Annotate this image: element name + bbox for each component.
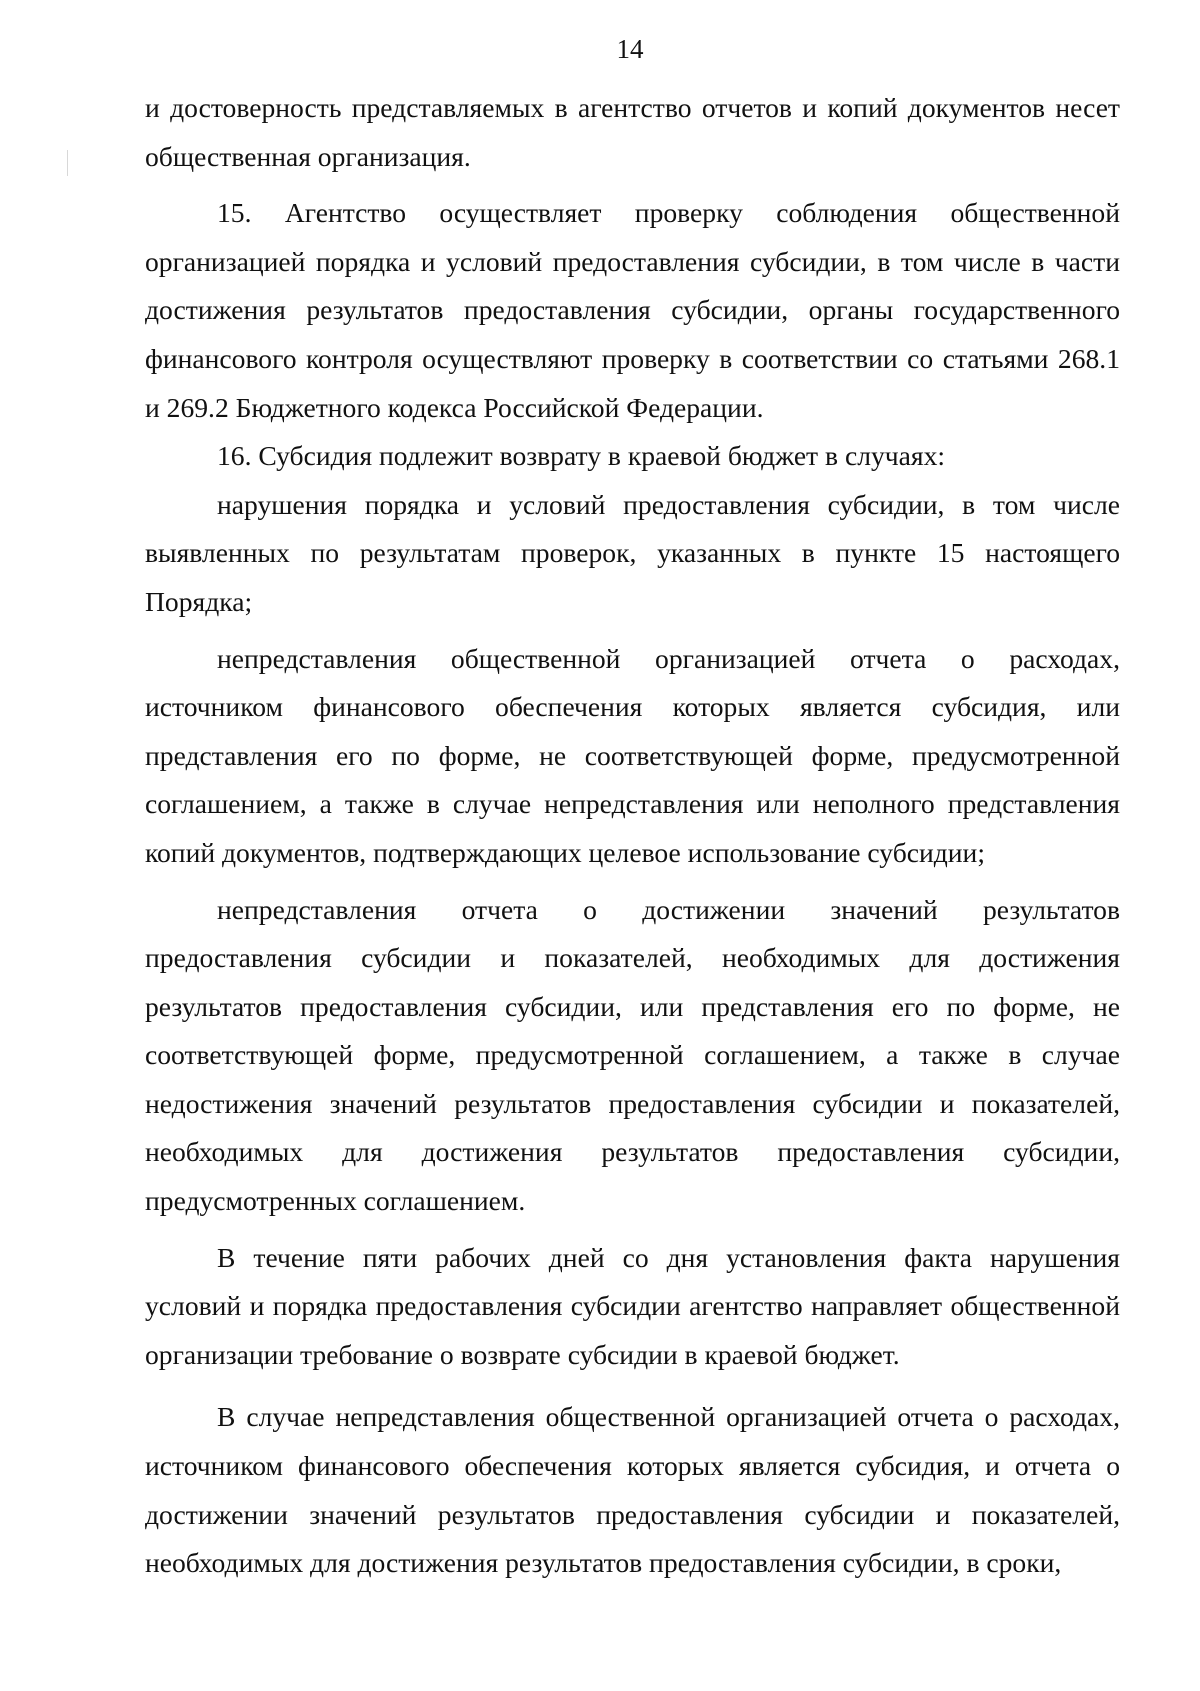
document-body xyxy=(145,84,1120,1588)
scan-artifact-mark xyxy=(67,150,68,176)
paragraph-non-submission: В случае непредставления общественной организацией отчета о расходах, источником финансового обеспечения которых является субсидия, и отчета о достижении значений результатов предоставления субсидии и показателей, необходимых для достижения результатов предоставления субсидии, в сроки, xyxy=(145,1401,1120,1579)
page-number: 14 xyxy=(616,34,644,64)
paragraph-continuation: и достоверность представляемых в агентство отчетов и копий документов несет общественная организация. xyxy=(145,92,1120,172)
paragraph-case-violation: нарушения порядка и условий предоставления субсидии, в том числе выявленных по результатам проверок, указанных в пункте 15 настоящего Порядка; xyxy=(145,488,1120,617)
paragraph-case-expense-report: непредставления общественной организацией отчета о расходах, источником финансового обеспечения которых является субсидия, или представления его по форме, не соответствующей форме, предусмотренной соглашением, а также в случае непредставления или неполного представления копий документов, подтверждающих целевое использование субсидии; xyxy=(145,642,1120,868)
paragraph-refund-demand: В течение пяти рабочих дней со дня установления факта нарушения условий и порядка предоставления субсидии агентство направляет общественной организации требование о возврате субсидии в краевой бюджет. xyxy=(145,1241,1120,1370)
paragraph-case-results-report: непредставления отчета о достижении значений результатов предоставления субсидии и показателей, необходимых для достижения результатов предоставления субсидии, или представления его по форме, не соответствующей форме, предусмотренной соглашением, а также в случае недостижения значений результатов предоставления субсидии и показателей, необходимых для достижения результатов предоставления субсидии, предусмотренных соглашением. xyxy=(145,893,1120,1217)
paragraph-clause-16: 16. Субсидия подлежит возврату в краевой бюджет в случаях: xyxy=(217,440,946,472)
paragraph-clause-15: 15. Агентство осуществляет проверку соблюдения общественной организацией порядка и условий предоставления субсидии, в том числе в части достижения результатов предоставления субсидии, органы государственного финансового контроля осуществляют проверку в соответствии со статьями 268.1 и 269.2 Бюджетного кодекса Российской Федерации. xyxy=(145,197,1120,423)
